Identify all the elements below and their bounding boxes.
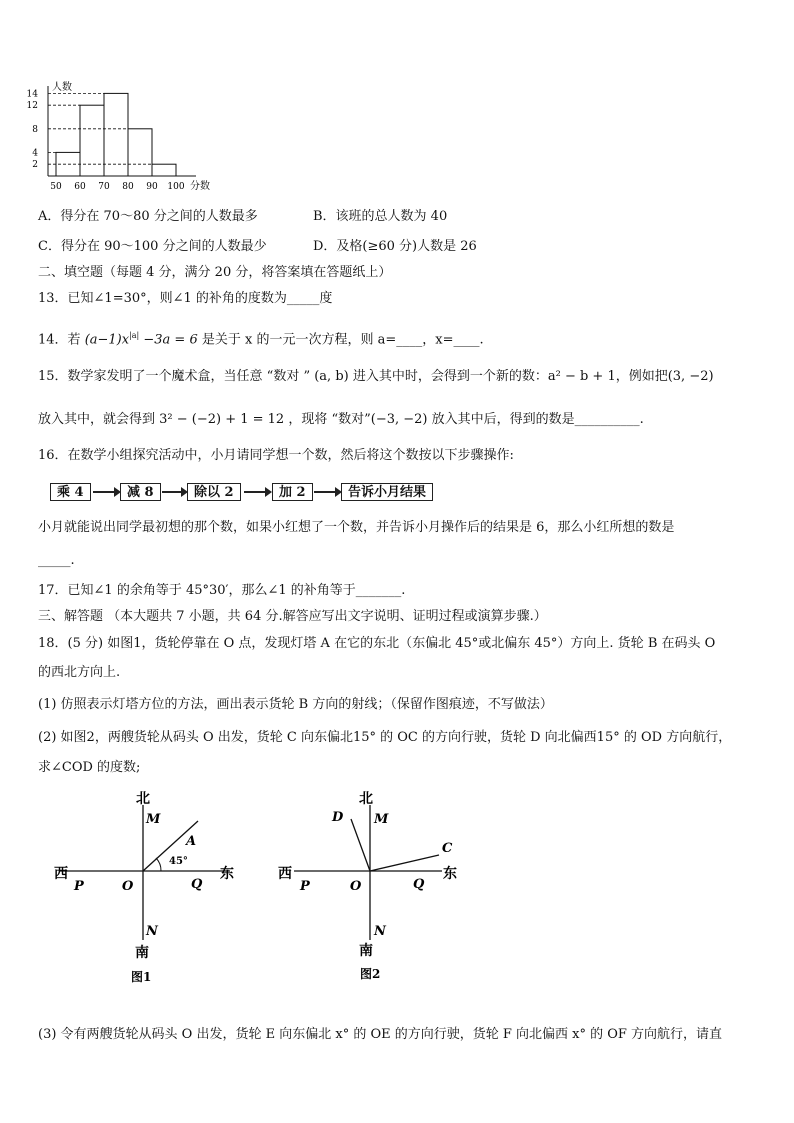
q14-expression-rest: −3a = 6 xyxy=(143,332,198,348)
fig1-N: N xyxy=(146,924,158,939)
histogram-bar xyxy=(152,164,176,176)
fig2-M: M xyxy=(374,812,389,827)
question-18-part-1: (1) 仿照表示灯塔方位的方法，画出表示货轮 B 方向的射线；（保留作图痕迹，不写做法） xyxy=(38,697,553,712)
fig1-caption: 图1 xyxy=(131,970,152,984)
question-16-line-3: _____. xyxy=(38,553,75,568)
y-tick-label: 12 xyxy=(26,101,38,112)
fig1-O: O xyxy=(122,879,134,894)
q14-exponent: |a| xyxy=(129,331,140,340)
flow-arrow-icon xyxy=(244,491,270,493)
x-tick-label: 60 xyxy=(74,182,86,192)
x-tick-label: 80 xyxy=(122,182,134,192)
flow-step-5: 告诉小月结果 xyxy=(341,483,433,501)
flow-step-3: 除以 2 xyxy=(187,483,241,501)
section-2-heading: 二、填空题（每题 4 分，满分 20 分，将答案填在答题纸上） xyxy=(38,265,392,280)
fig2-east: 东 xyxy=(443,866,457,882)
flow-arrow-icon xyxy=(93,491,119,493)
option-a: A．得分在 70～80 分之间的人数最多 xyxy=(38,209,258,224)
x-axis-label: 分数 xyxy=(190,181,210,192)
question-15-line-1: 15．数学家发明了一个魔术盒，当任意 “数对 ” (a, b) 进入其中时，会得到一个新的数：a² − b + 1，例如把(3, −2) xyxy=(38,369,714,384)
figure-2-diagram xyxy=(274,785,474,985)
option-b: B．该班的总人数为 40 xyxy=(313,209,448,224)
fig1-M: M xyxy=(146,812,161,827)
figure-1-diagram xyxy=(50,785,250,985)
question-13: 13．已知∠1=30°，则∠1 的补角的度数为_____度 xyxy=(38,291,333,306)
q14-expression: (a−1)x xyxy=(84,332,130,348)
fig1-Q: Q xyxy=(191,877,203,892)
x-tick-label: 100 xyxy=(167,182,185,192)
question-18-line-2: 的西北方向上. xyxy=(38,665,121,680)
y-tick-label: 2 xyxy=(32,160,38,171)
fig2-N: N xyxy=(374,924,386,939)
question-14 xyxy=(38,328,484,348)
fig2-Q: Q xyxy=(413,877,425,892)
option-c: C．得分在 90～100 分之间的人数最少 xyxy=(38,239,267,254)
q14-suffix: 是关于 x 的一元一次方程，则 a=____，x=____. xyxy=(201,332,484,348)
y-tick-label: 8 xyxy=(32,124,38,135)
y-tick-label: 14 xyxy=(26,89,38,100)
fig1-north: 北 xyxy=(136,791,150,807)
fig2-O: O xyxy=(350,879,362,894)
fig2-D: D xyxy=(332,810,344,825)
question-16-line-2: 小月就能说出同学最初想的那个数，如果小红想了一个数，并告诉小月操作后的结果是 6，那么小红所想的数是 xyxy=(38,520,675,535)
fig1-angle: 45° xyxy=(169,856,188,867)
x-tick-label: 90 xyxy=(146,182,158,192)
question-18-part-2-line-1: (2) 如图2，两艘货轮从码头 O 出发，货轮 C 向东偏北15° 的 OC 的方向行驶，货轮 D 向北偏西15° 的 OD 方向航行， xyxy=(38,730,732,745)
histogram-bar xyxy=(128,129,152,176)
flow-step-1: 乘 4 xyxy=(50,483,91,501)
question-18-part-2-line-2: 求∠COD 的度数; xyxy=(38,760,141,775)
histogram-bar xyxy=(104,93,128,176)
question-18-part-3: (3) 令有两艘货轮从码头 O 出发，货轮 E 向东偏北 x° 的 OE 的方向行驶，货轮 F 向北偏西 x° 的 OF 方向航行，请直 xyxy=(38,1027,723,1042)
question-18-line-1: 18．(5 分) 如图1，货轮停靠在 O 点，发现灯塔 A 在它的东北（东偏北 45°或北偏东 45°）方向上. 货轮 B 在码头 O xyxy=(38,636,716,651)
histogram-bar xyxy=(80,105,104,176)
fig1-west: 西 xyxy=(54,866,68,882)
x-tick-label: 50 xyxy=(50,182,62,192)
fig2-C: C xyxy=(442,841,453,856)
q14-prefix: 14．若 xyxy=(38,332,81,348)
y-axis-label: 人数 xyxy=(52,82,72,93)
question-17: 17．已知∠1 的余角等于 45°30′，那么∠1 的补角等于_______. xyxy=(38,583,406,598)
fig1-P: P xyxy=(74,879,84,894)
fig2-south: 南 xyxy=(359,943,373,959)
y-tick-label: 4 xyxy=(32,148,38,159)
fig1-east: 东 xyxy=(220,866,234,882)
fig2-caption: 图2 xyxy=(360,967,381,981)
flow-arrow-icon xyxy=(162,491,186,493)
question-16-line-1: 16．在数学小组探究活动中，小月请同学想一个数，然后将这个数按以下步骤操作: xyxy=(38,448,514,463)
flow-arrow-icon xyxy=(314,491,340,493)
question-15-line-2: 放入其中，就会得到 3² − (−2) + 1 = 12 ，现将 “数对”(−3, −2) 放入其中后，得到的数是__________. xyxy=(38,412,644,427)
fig2-north: 北 xyxy=(359,791,373,807)
fig1-south: 南 xyxy=(135,945,149,961)
fig1-A: A xyxy=(186,834,197,849)
x-tick-label: 70 xyxy=(98,182,110,192)
flow-step-4: 加 2 xyxy=(272,483,313,501)
option-d: D．及格(≥60 分)人数是 26 xyxy=(313,239,477,254)
fig2-west: 西 xyxy=(278,866,292,882)
flow-step-2: 减 8 xyxy=(120,483,161,501)
section-3-heading: 三、解答题 （本大题共 7 小题，共 64 分.解答应写出文字说明、证明过程或演算步骤.） xyxy=(38,609,547,624)
histogram-chart xyxy=(26,78,270,198)
fig2-P: P xyxy=(300,879,310,894)
